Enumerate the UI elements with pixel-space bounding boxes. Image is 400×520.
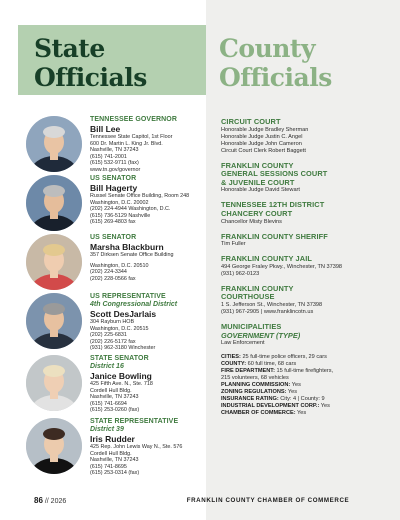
county-section-heading: FRANKLIN COUNTY SHERIFF: [221, 231, 328, 241]
stat-value: 25 full-time police officers, 29 cars: [240, 354, 327, 361]
stat-row: [221, 382, 391, 389]
county-section-line: Tim Fuller: [221, 241, 246, 248]
county-section-line: (931) 967-2905 | www.franklincotn.us: [221, 308, 314, 315]
county-section: [221, 233, 391, 249]
official-contact-line: Nashville, TN 37243: [90, 394, 139, 401]
county-section-line: Chancellor Misty Blevins: [221, 218, 282, 225]
publication-name: FRANKLIN COUNTY CHAMBER OF COMMERCE: [186, 497, 350, 504]
stat-row: [221, 410, 391, 417]
official-contact-line: 425 Fifth Ave. N., Ste. 718: [90, 381, 153, 387]
official-contact-line: (615) 741-6694: [90, 400, 127, 407]
official-card: [26, 234, 204, 292]
official-contact-line: Washington, D.C. 20002: [90, 199, 149, 206]
stat-value: 15 full-time firefighters,: [274, 368, 334, 375]
stat-value: Yes: [319, 403, 330, 410]
page-footer-number: [34, 496, 66, 505]
official-contact-line: Washington, D.C. 20510: [90, 262, 149, 269]
county-section: [221, 255, 391, 278]
stat-label: ZONING REGULATIONS:: [221, 389, 287, 396]
official-contact-line: (202) 228-0566 fax: [90, 275, 136, 282]
official-info: [90, 234, 208, 282]
official-info: [90, 293, 208, 352]
official-portrait: [26, 355, 82, 411]
official-contact-line: (202) 226-5172 fax: [90, 338, 136, 345]
official-card: [26, 355, 204, 413]
official-contact-line: Washington, D.C. 20515: [90, 325, 149, 332]
official-name: Marsha Blackburn: [90, 242, 164, 252]
county-section: [221, 201, 391, 225]
official-contact-line: Russel Senate Office Building, Room 248: [90, 193, 190, 199]
county-section: [221, 285, 391, 316]
official-role: US SENATOR: [90, 175, 137, 182]
official-contact-line: 357 Dirksen Senate Office Building: [90, 252, 174, 258]
official-contact-line: 304 Rayburn HOB: [90, 319, 135, 325]
official-portrait: [26, 234, 82, 290]
official-portrait: [26, 175, 82, 231]
official-contact-line: (202) 224-3344: [90, 269, 127, 276]
official-info: [90, 355, 208, 414]
county-section-heading: & JUVENILE COURT: [221, 177, 295, 187]
official-district: District 16: [90, 363, 124, 370]
official-contact-line: (931) 962-3180 Winchester: [90, 345, 156, 352]
official-info: [90, 418, 208, 477]
official-info: [90, 116, 208, 174]
county-section-heading: FRANKLIN COUNTY: [221, 283, 294, 293]
stat-value: 60 full time, 68 cars: [246, 361, 297, 368]
official-info: [90, 175, 208, 226]
county-section-heading: CHANCERY COURT: [221, 208, 293, 218]
official-contact-line: Tennessee State Capitol, 1st Floor: [90, 134, 173, 140]
official-district: 4th Congressional District: [90, 301, 178, 308]
county-section-heading: FRANKLIN COUNTY JAIL: [221, 254, 312, 264]
official-name: Iris Rudder: [90, 434, 135, 444]
county-section-line: (931) 962-0123: [221, 270, 260, 277]
official-portrait: [26, 116, 82, 172]
official-contact-line: Cordell Hull Bldg.: [90, 450, 132, 457]
county-stats: [221, 354, 391, 417]
official-role: US SENATOR: [90, 234, 137, 241]
stat-row: [221, 396, 391, 403]
county-section-heading: FRANKLIN COUNTY: [221, 160, 294, 170]
official-role: STATE REPRESENTATIVE: [90, 418, 179, 425]
stat-label: CHAMBER OF COMMERCE:: [221, 410, 296, 417]
stat-row: [221, 403, 391, 410]
county-section: [221, 162, 391, 195]
official-card: [26, 116, 204, 174]
official-contact-line: (615) 741-8695: [90, 463, 127, 470]
stat-label: INSURANCE RATING:: [221, 396, 279, 403]
county-section-heading: TENNESSEE 12TH DISTRICT: [221, 200, 325, 210]
official-card: [26, 293, 204, 351]
official-portrait: [26, 418, 82, 474]
page-number: 86: [34, 496, 43, 505]
stat-value: Yes: [295, 410, 307, 417]
official-contact-line: www.tn.gov/governor: [90, 166, 141, 173]
county-section-heading: CIRCUIT COURT: [221, 117, 281, 126]
stat-row: [221, 368, 391, 375]
stat-label: COUNTY:: [221, 361, 247, 368]
official-name: Bill Lee: [90, 124, 121, 134]
official-portrait: [26, 293, 82, 349]
state-officials-heading: State Officials: [34, 34, 147, 92]
county-section-line: Honorable Judge David Stewart: [221, 187, 300, 194]
county-section-line: 1 S. Jefferson St., Winchester, TN 37398: [221, 301, 323, 308]
stat-value: Yes: [290, 382, 301, 389]
official-contact-line: (615) 532-9711 (fax): [90, 160, 139, 167]
official-contact-line: (615) 253-0314 (fax): [90, 470, 140, 477]
official-contact-line: Nashville, TN 37243: [90, 147, 139, 154]
official-contact-line: (615) 736-5129 Nashville: [90, 212, 151, 219]
stat-row: [221, 354, 391, 361]
stat-label: INDUSTRIAL DEVELOPMENT CORP.:: [221, 403, 320, 410]
official-name: Janice Bowling: [90, 371, 152, 381]
county-section: [221, 118, 391, 155]
county-section-heading: COURTHOUSE: [221, 292, 275, 302]
stat-row: [221, 375, 391, 382]
official-contact-line: (202) 225-6831: [90, 332, 127, 339]
official-contact-line: 425 Rep. John Lewis Way N., Ste. 576: [90, 444, 183, 450]
official-contact-line: Cordell Hull Bldg.: [90, 387, 132, 394]
county-officials-list: [221, 118, 391, 417]
stat-row: [221, 389, 391, 396]
official-name: Scott DesJarlais: [90, 309, 157, 319]
official-role: US REPRESENTATIVE: [90, 293, 166, 300]
stat-row: [221, 361, 391, 368]
official-role: STATE SENATOR: [90, 355, 149, 362]
stat-value: Yes: [286, 389, 298, 396]
county-section-line: Honorable Judge Bradley Sherman: [221, 126, 309, 133]
official-contact-line: 600 Dr. Martin L. King Jr. Blvd.: [90, 140, 163, 147]
official-contact-line: (202) 224-4944 Washington, D.C.: [90, 206, 171, 213]
county-section-line: Honorable Judge John Cameron: [221, 140, 302, 147]
official-contact-line: (615) 269-4803 fax: [90, 219, 136, 226]
official-contact-line: (615) 741-2001: [90, 153, 127, 160]
county-section-subheading: GOVERNMENT (TYPE): [221, 330, 301, 340]
official-contact-line: (615) 253-0260 (fax): [90, 407, 140, 414]
county-section-line: Circuit Court Clerk Robert Baggett: [221, 147, 306, 154]
official-district: District 39: [90, 426, 124, 433]
county-section-line: Law Enforcement: [221, 340, 265, 347]
county-section-line: 494 George Fraley Pkwy., Winchester, TN 37398: [221, 263, 343, 270]
stat-value: City: 4 | County: 9: [278, 396, 325, 403]
county-section-heading: GENERAL SESSIONS COURT: [221, 169, 328, 179]
county-section-line: Honorable Judge Justin C. Angel: [221, 133, 303, 140]
county-section-heading: MUNICIPALITIES: [221, 321, 282, 331]
official-contact-line: Nashville, TN 37243: [90, 457, 139, 464]
stat-label: PLANNING COMMISSION:: [221, 382, 291, 389]
official-card: [26, 175, 204, 233]
stat-label: CITIES:: [221, 354, 241, 361]
stat-value: 215 volunteers, 68 vehicles: [221, 375, 289, 382]
county-section: [221, 323, 391, 347]
page-year: // 2026: [42, 498, 67, 505]
official-role: TENNESSEE GOVERNOR: [90, 116, 177, 123]
stat-label: FIRE DEPARTMENT:: [221, 368, 275, 375]
county-officials-heading: County Officials: [219, 34, 332, 92]
official-name: Bill Hagerty: [90, 183, 138, 193]
official-card: [26, 418, 204, 476]
